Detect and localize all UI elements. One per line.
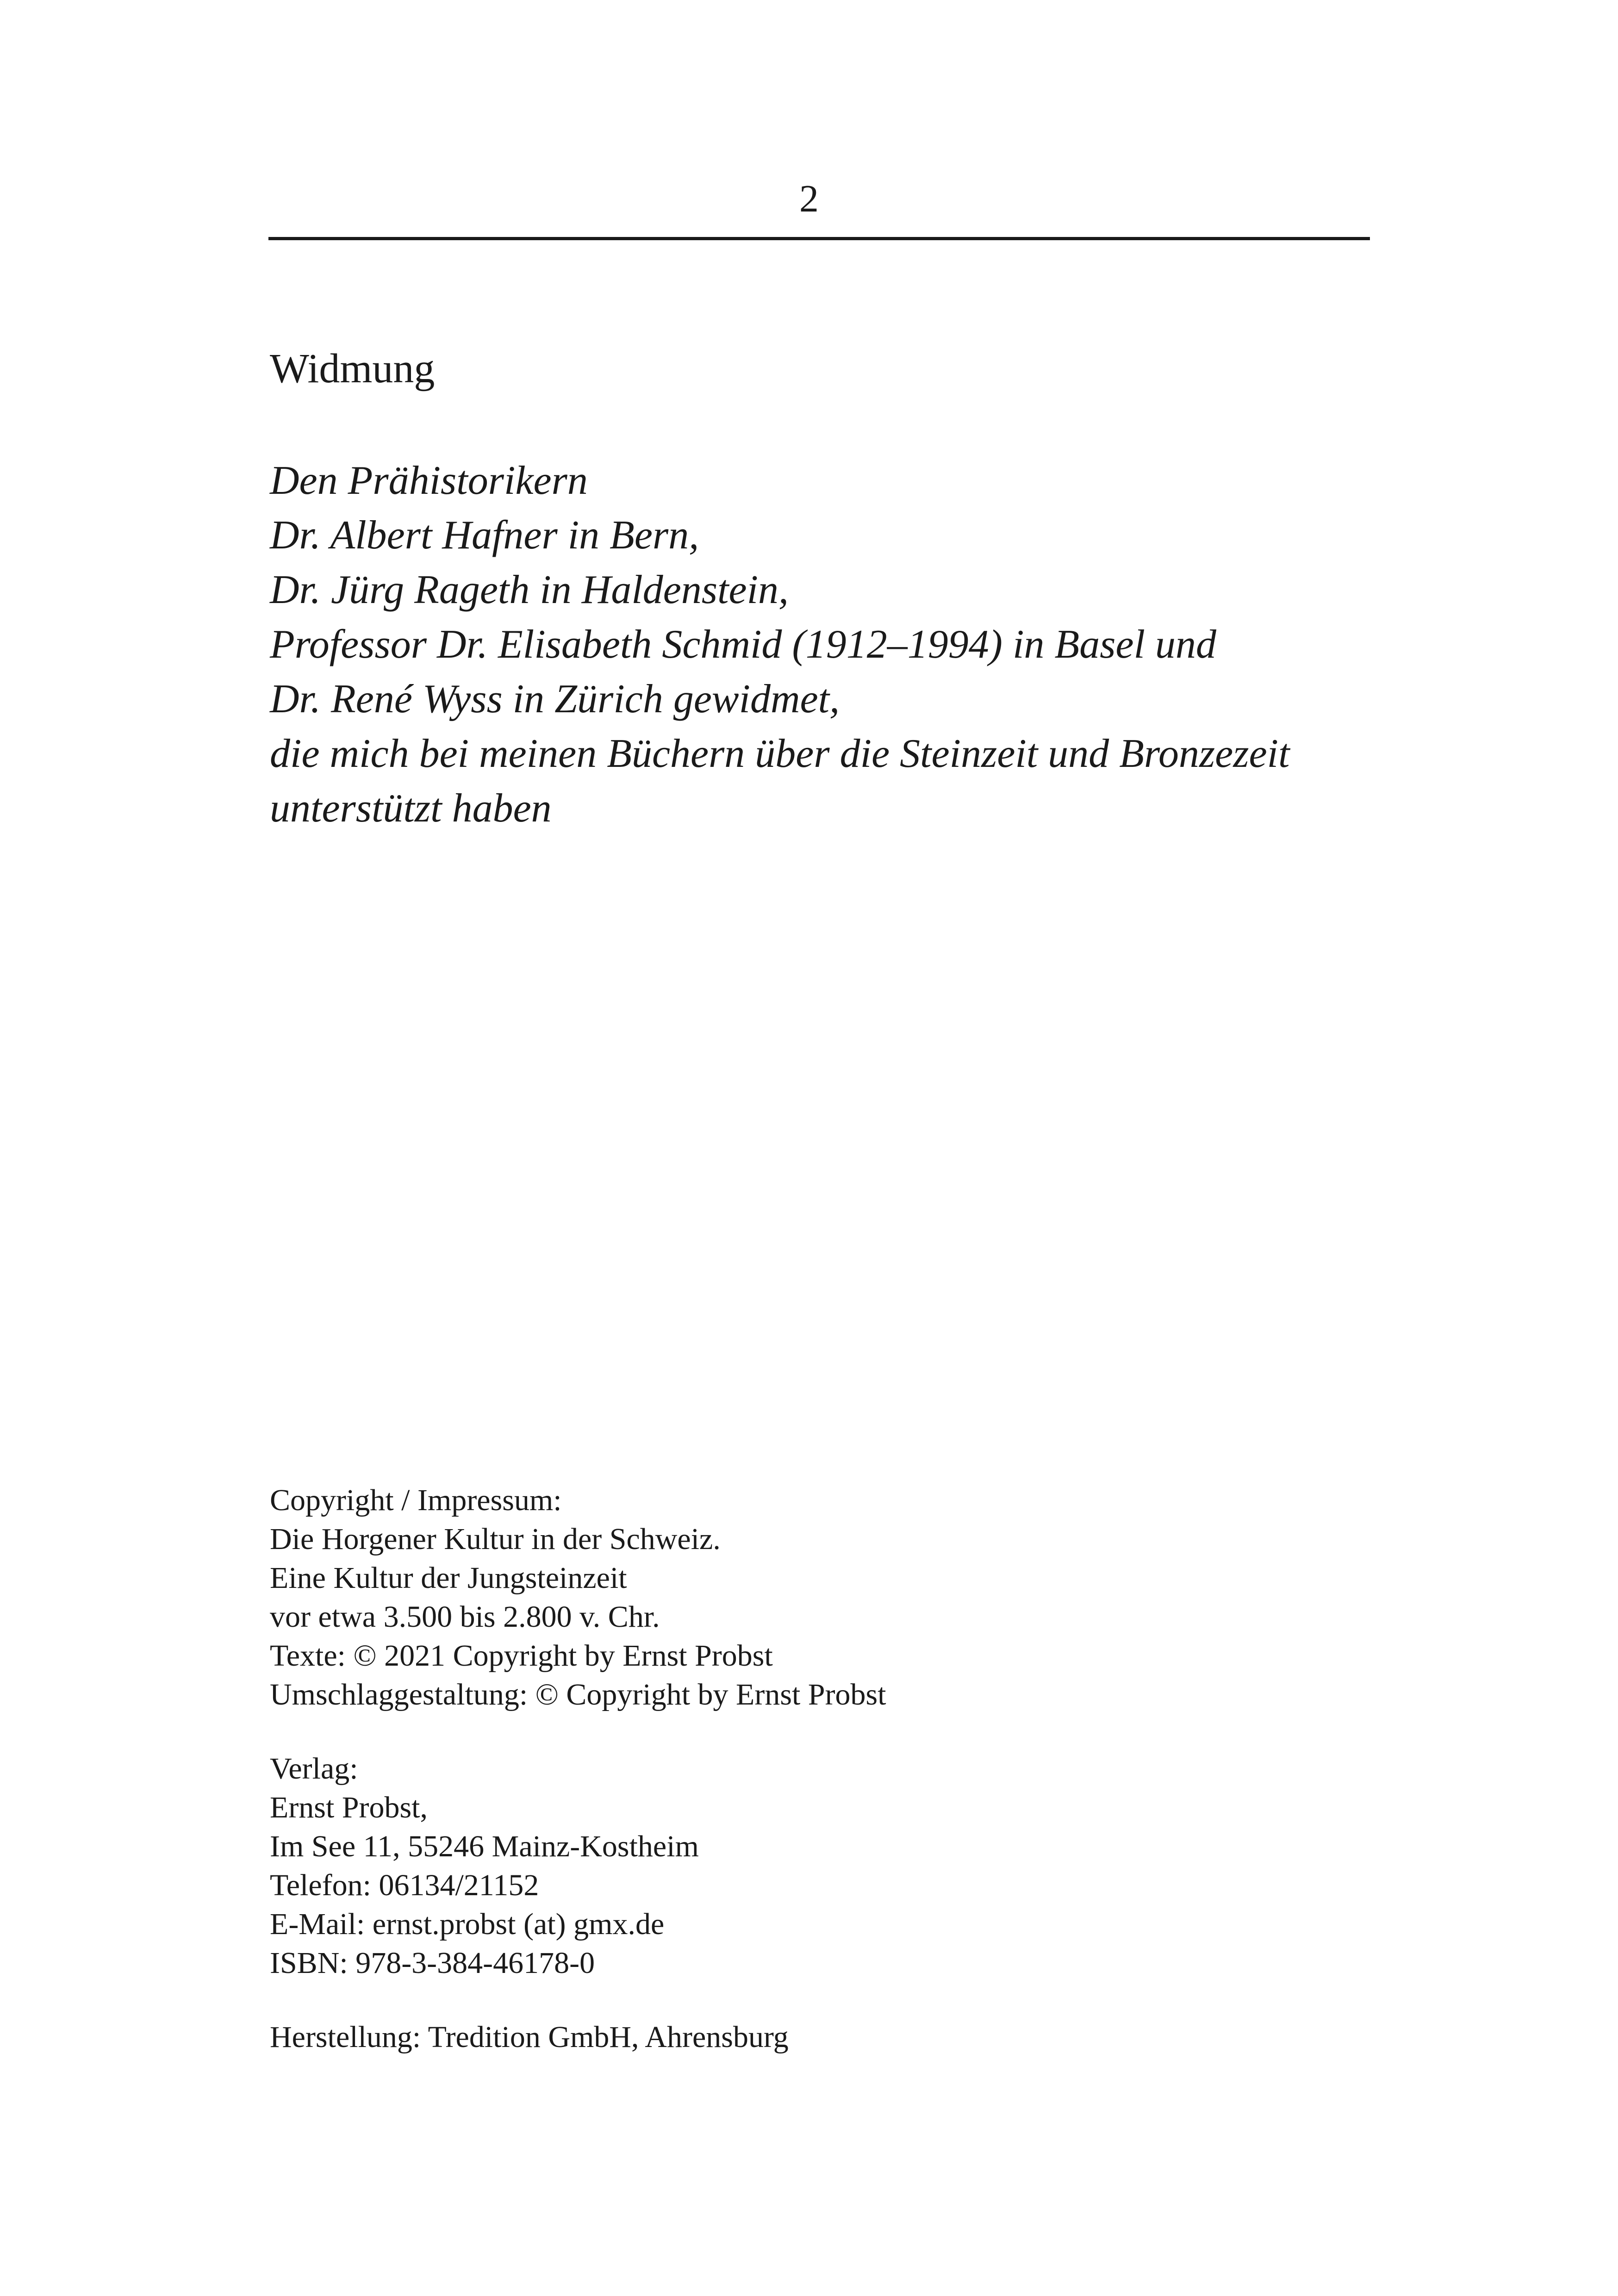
- publisher-line: Verlag:: [270, 1752, 358, 1786]
- publisher-line: Ernst Probst,: [270, 1791, 428, 1824]
- copyright-line: Texte: © 2021 Copyright by Ernst Probst: [270, 1639, 773, 1673]
- copyright-block: [270, 1481, 886, 1714]
- copyright-line: vor etwa 3.500 bis 2.800 v. Chr.: [270, 1600, 660, 1634]
- dedication-line: Den Prähistorikern: [270, 458, 588, 503]
- publisher-line: E-Mail: ernst.probst (at) gmx.de: [270, 1907, 665, 1941]
- dedication-text: [270, 454, 1290, 836]
- copyright-line: Die Horgener Kultur in der Schweiz.: [270, 1522, 721, 1556]
- dedication-heading: Widmung: [270, 346, 435, 392]
- copyright-line: Umschlaggestaltung: © Copyright by Ernst Probst: [270, 1678, 886, 1711]
- dedication-line: unterstützt haben: [270, 786, 552, 831]
- copyright-line: Copyright / Impressum:: [270, 1483, 562, 1517]
- dedication-line: Dr. Albert Hafner in Bern,: [270, 513, 699, 558]
- dedication-line: Dr. René Wyss in Zürich gewidmet,: [270, 677, 840, 722]
- publisher-line: Im See 11, 55246 Mainz-Kostheim: [270, 1829, 699, 1863]
- copyright-line: Eine Kultur der Jungsteinzeit: [270, 1561, 627, 1595]
- production-line: Herstellung: Tredition GmbH, Ahrensburg: [270, 2020, 789, 2054]
- publisher-line: ISBN: 978-3-384-46178-0: [270, 1946, 595, 1980]
- dedication-line: die mich bei meinen Büchern über die Steinzeit und Bronzezeit: [270, 731, 1290, 776]
- page-number: 2: [799, 177, 819, 220]
- dedication-line: Professor Dr. Elisabeth Schmid (1912–1994) in Basel und: [270, 622, 1217, 667]
- publisher-line: Telefon: 06134/21152: [270, 1868, 539, 1902]
- dedication-line: Dr. Jürg Rageth in Haldenstein,: [270, 567, 789, 612]
- publisher-block: [270, 1749, 699, 1983]
- header-rule: [268, 237, 1370, 240]
